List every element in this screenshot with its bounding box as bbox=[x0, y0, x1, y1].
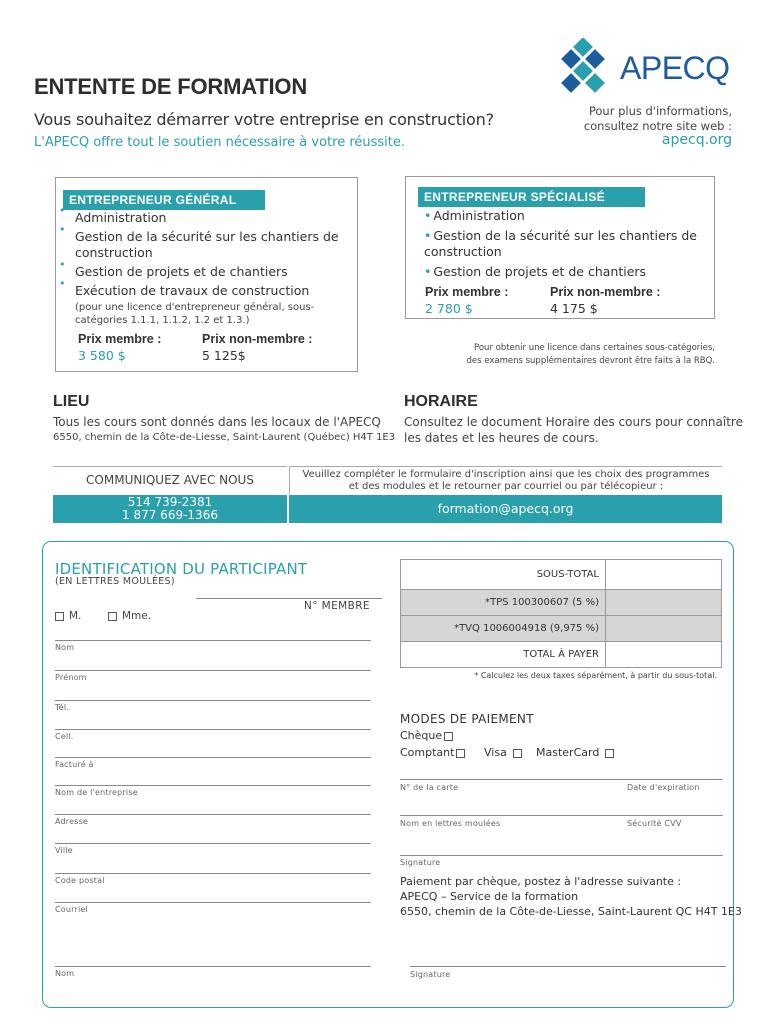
horaire-text-2: les dates et les heures de cours. bbox=[404, 431, 599, 445]
footer-signature-label: Signature bbox=[410, 970, 451, 979]
mrs-label: Mme. bbox=[122, 610, 152, 622]
participant-subtitle: (EN LETTRES MOULÉES) bbox=[55, 576, 175, 587]
list-item: • Administration bbox=[424, 208, 525, 223]
field-city-line[interactable] bbox=[55, 843, 371, 844]
table-row bbox=[401, 590, 722, 616]
general-tag: ENTREPRENEUR GÉNÉRAL bbox=[63, 190, 265, 210]
rbq-note-line-2: des examens supplémentaires devront être faits à la RBQ. bbox=[466, 356, 715, 366]
field-prenom-label: Prénom bbox=[55, 673, 87, 682]
visa-label: Visa bbox=[484, 746, 507, 759]
field-postal-label: Code postal bbox=[55, 876, 105, 885]
specialise-box-left bbox=[405, 176, 406, 319]
card-number-label: N° de la carte bbox=[400, 783, 459, 792]
totals-table bbox=[400, 559, 722, 668]
specialise-nonmember-price: 4 175 $ bbox=[550, 301, 598, 316]
list-item: • Gestion de projets et de chantiers bbox=[75, 264, 355, 280]
table-row bbox=[401, 642, 722, 668]
lieu-title: LIEU bbox=[53, 393, 90, 410]
contact-description bbox=[289, 466, 722, 494]
subtotal-label: SOUS-TOTAL bbox=[401, 560, 606, 590]
specialise-nonmember-label: Prix non-membre : bbox=[550, 285, 661, 299]
mr-label: M. bbox=[69, 610, 82, 622]
postal-line-2: APECQ – Service de la formation bbox=[400, 890, 579, 903]
visa-checkbox[interactable] bbox=[513, 749, 522, 758]
general-nonmember-label: Prix non-membre : bbox=[202, 332, 313, 346]
field-tel-line[interactable] bbox=[55, 700, 371, 701]
rbq-note-line-1: Pour obtenir une licence dans certaines sous-catégories, bbox=[474, 343, 715, 353]
field-company-line[interactable] bbox=[55, 785, 371, 786]
list-item: • Gestion de projets et de chantiers bbox=[424, 264, 647, 279]
postal-line-1: Paiement par chèque, postez à l'adresse suivante : bbox=[400, 875, 682, 888]
general-list bbox=[75, 210, 355, 327]
general-member-price: 3 580 $ bbox=[78, 348, 126, 363]
general-note: (pour une licence d'entrepreneur général, sous-catégories 1.1.1, 1.1.2, 1.2 et 1.3.) bbox=[75, 302, 315, 326]
field-email-label: Courriel bbox=[55, 905, 88, 914]
logo-text: APECQ bbox=[620, 50, 730, 86]
field-tel-label: Tél. bbox=[55, 703, 70, 712]
field-cell-label: Cell. bbox=[55, 732, 74, 741]
member-number-label: N° MEMBRE bbox=[304, 600, 370, 612]
cash-label: Comptant bbox=[400, 746, 455, 759]
page-subtitle: Vous souhaitez démarrer votre entreprise en construction? bbox=[34, 110, 494, 129]
tvq-label: *TVQ 1006004918 (9,975 %) bbox=[401, 616, 606, 642]
field-city-label: Ville bbox=[55, 846, 73, 855]
horaire-text-1: Consultez le document Horaire des cours pour connaître bbox=[404, 415, 743, 429]
list-item: • Gestion de la sécurité sur les chantiers de construction bbox=[75, 229, 355, 261]
pay-visa-option[interactable] bbox=[484, 746, 527, 759]
field-address-label: Adresse bbox=[55, 817, 89, 826]
field-email-line[interactable] bbox=[55, 902, 371, 903]
participant-title: IDENTIFICATION DU PARTICIPANT bbox=[55, 560, 308, 578]
field-nom-line[interactable] bbox=[55, 640, 371, 641]
info-line-2: consultez notre site web : bbox=[583, 119, 732, 133]
tps-field[interactable] bbox=[606, 590, 722, 616]
rbq-note bbox=[467, 342, 716, 368]
table-row bbox=[401, 616, 722, 642]
card-number-line[interactable] bbox=[400, 779, 723, 780]
list-item: • Exécution de travaux de construction bbox=[75, 283, 355, 299]
pay-mastercard-option[interactable] bbox=[536, 746, 619, 759]
mastercard-checkbox[interactable] bbox=[605, 749, 614, 758]
card-name-line[interactable] bbox=[400, 815, 723, 816]
contact-desc-line-1: Veuillez compléter le formulaire d'inscription ainsi que les choix des programmes bbox=[302, 469, 710, 480]
field-postal-line[interactable] bbox=[55, 873, 371, 874]
lieu-address: 6550, chemin de la Côte-de-Liesse, Saint-Laurent (Québec) H4T 1E3 bbox=[53, 432, 396, 443]
info-text bbox=[584, 104, 732, 134]
title-mr-option[interactable] bbox=[55, 610, 81, 622]
cheque-checkbox[interactable] bbox=[444, 732, 453, 741]
tps-label: *TPS 100300607 (5 %) bbox=[401, 590, 606, 616]
cash-checkbox[interactable] bbox=[456, 749, 465, 758]
contact-email[interactable]: formation@apecq.org bbox=[289, 495, 722, 523]
cheque-label: Chèque bbox=[400, 729, 443, 742]
pay-signature-line[interactable] bbox=[400, 855, 723, 856]
mrs-checkbox[interactable] bbox=[108, 612, 117, 621]
contact-phones bbox=[53, 495, 287, 523]
subtotal-field[interactable] bbox=[606, 560, 722, 590]
field-nom-label: Nom bbox=[55, 643, 75, 652]
info-line-1: Pour plus d'informations, bbox=[588, 104, 732, 118]
field-address-line[interactable] bbox=[55, 814, 371, 815]
mastercard-label: MasterCard bbox=[536, 746, 600, 759]
field-company-label: Nom de l'entreprise bbox=[55, 788, 138, 797]
field-billed-line[interactable] bbox=[55, 757, 371, 758]
specialise-box-top bbox=[405, 176, 715, 177]
footer-signature-line[interactable] bbox=[410, 966, 726, 967]
postal-instructions bbox=[400, 874, 742, 919]
expiry-label: Date d'expiration bbox=[627, 783, 700, 792]
footer-name-line[interactable] bbox=[55, 966, 371, 967]
total-field[interactable] bbox=[606, 642, 722, 668]
cvv-label: Sécurité CVV bbox=[627, 819, 682, 828]
general-nonmember-price: 5 125$ bbox=[202, 348, 246, 363]
total-label: TOTAL À PAYER bbox=[401, 642, 606, 668]
specialise-member-label: Prix membre : bbox=[425, 285, 509, 299]
lieu-text: Tous les cours sont donnés dans les locaux de l'APECQ bbox=[53, 415, 381, 429]
field-billed-label: Facturé à bbox=[55, 760, 94, 769]
general-member-label: Prix membre : bbox=[78, 332, 162, 346]
specialise-list bbox=[424, 208, 724, 284]
specialise-box-bottom bbox=[405, 318, 715, 319]
member-number-field[interactable] bbox=[196, 598, 382, 599]
field-cell-line[interactable] bbox=[55, 729, 371, 730]
phone-2[interactable]: 1 877 669-1366 bbox=[122, 508, 218, 522]
contact-desc-line-2: et des modules et le retourner par courriel ou par télécopieur : bbox=[348, 481, 664, 492]
contact-label: COMMUNIQUEZ AVEC NOUS bbox=[53, 466, 287, 495]
page-title: ENTENTE DE FORMATION bbox=[34, 74, 308, 99]
mr-checkbox[interactable] bbox=[55, 612, 64, 621]
title-mrs-option[interactable] bbox=[108, 610, 151, 622]
pay-cheque-option[interactable] bbox=[400, 729, 458, 742]
tagline: L'APECQ offre tout le soutien nécessaire à votre réussite. bbox=[34, 135, 406, 150]
card-name-label: Nom en lettres moulées bbox=[400, 819, 501, 828]
table-row bbox=[401, 560, 722, 590]
payment-title: MODES DE PAIEMENT bbox=[400, 712, 534, 726]
footer-name-label: Nom bbox=[55, 969, 75, 978]
list-item: • Gestion de la sécurité sur les chantiers de construction bbox=[424, 228, 697, 259]
horaire-title: HORAIRE bbox=[404, 393, 478, 410]
postal-line-3: 6550, chemin de la Côte-de-Liesse, Saint-Laurent QC H4T 1E3 bbox=[400, 905, 742, 918]
website-link[interactable]: apecq.org bbox=[661, 132, 732, 148]
pay-cash-option[interactable] bbox=[400, 746, 470, 759]
tax-note: * Calculez les deux taxes séparément, à partir du sous-total. bbox=[474, 671, 717, 680]
pay-signature-label: Signature bbox=[400, 858, 441, 867]
field-prenom-line[interactable] bbox=[55, 670, 371, 671]
specialise-member-price: 2 780 $ bbox=[425, 301, 473, 316]
list-item: • Administration bbox=[75, 210, 355, 226]
tvq-field[interactable] bbox=[606, 616, 722, 642]
phone-1[interactable]: 514 739-2381 bbox=[127, 495, 213, 509]
specialise-tag: ENTREPRENEUR SPÉCIALISÉ bbox=[418, 187, 645, 207]
